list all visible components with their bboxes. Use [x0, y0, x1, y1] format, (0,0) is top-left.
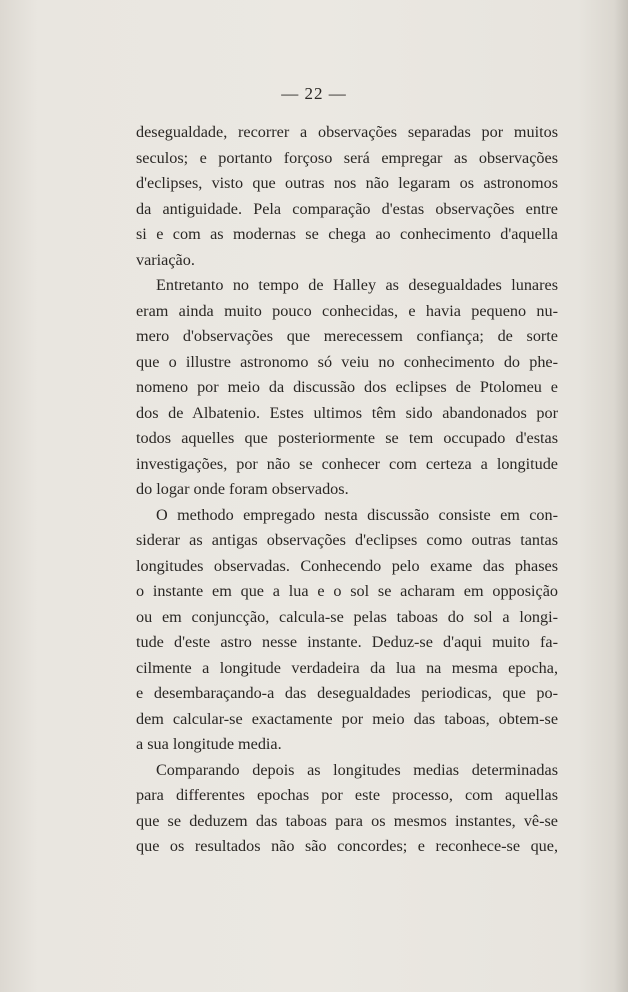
text-line: que o illustre astronomo só veiu no conhecimento do phe-	[136, 352, 558, 371]
text-line: O methodo empregado nesta discussão consiste em con-	[156, 505, 558, 524]
page-number: — 22 —	[281, 84, 347, 103]
paragraph-1	[136, 120, 558, 273]
text-line: da antiguidade. Pela comparação d'estas observações entre	[136, 199, 558, 218]
text-line: desegualdade, recorrer a observações separadas por muitos	[136, 123, 558, 141]
page-edge-shadow	[614, 0, 628, 992]
text-line: seculos; e portanto forçoso será empregar as observações	[136, 148, 558, 167]
text-line: a sua longitude media.	[136, 735, 282, 753]
text-line: nomeno por meio da discussão dos eclipses de Ptolomeu e	[136, 378, 558, 396]
text-line: dos de Albatenio. Estes ultimos têm sido abandonados por	[136, 403, 558, 422]
paragraph-2	[136, 273, 558, 503]
text-line: Comparando depois as longitudes medias determinadas	[156, 760, 558, 779]
text-line: que se deduzem das taboas para os mesmos instantes, vê-se	[136, 811, 558, 830]
text-line: investigações, por não se conhecer com certeza a longitude	[136, 454, 558, 473]
text-line: para differentes epochas por este processo, com aquellas	[136, 786, 558, 804]
text-line: si e com as modernas se chega ao conhecimento d'aquella	[136, 225, 558, 243]
text-line: tude d'este astro nesse instante. Deduz-se d'aqui muito fa-	[136, 633, 558, 651]
text-line: o instante em que a lua e o sol se acharam em opposição	[136, 582, 558, 600]
text-line: cilmente a longitude verdadeira da lua na mesma epocha,	[136, 658, 558, 677]
text-line: eram ainda muito pouco conhecidas, e havia pequeno nu-	[136, 301, 558, 320]
text-line: do logar onde foram observados.	[136, 480, 349, 498]
paragraph-4	[136, 758, 558, 860]
text-line: e desembaraçando-a das desegualdades periodicas, que po-	[136, 684, 558, 702]
text-line: longitudes observadas. Conhecendo pelo exame das phases	[136, 556, 558, 575]
text-line: todos aquelles que posteriormente se tem occupado d'estas	[136, 429, 558, 447]
text-line: ou em conjuncção, calcula-se pelas taboas do sol a longi-	[136, 607, 558, 626]
paragraph-3	[136, 503, 558, 758]
text-line: mero d'observações que merecessem confiança; de sorte	[136, 327, 558, 345]
text-line: variação.	[136, 250, 195, 269]
text-line: siderar as antigas observações d'eclipses como outras tantas	[136, 531, 558, 549]
text-line: que os resultados não são concordes; e reconhece-se que,	[136, 837, 558, 855]
body-text	[136, 120, 558, 860]
text-line: Entretanto no tempo de Halley as desegualdades lunares	[156, 276, 558, 294]
text-line: dem calcular-se exactamente por meio das taboas, obtem-se	[136, 709, 558, 728]
text-line: d'eclipses, visto que outras nos não legaram os astronomos	[136, 174, 558, 192]
